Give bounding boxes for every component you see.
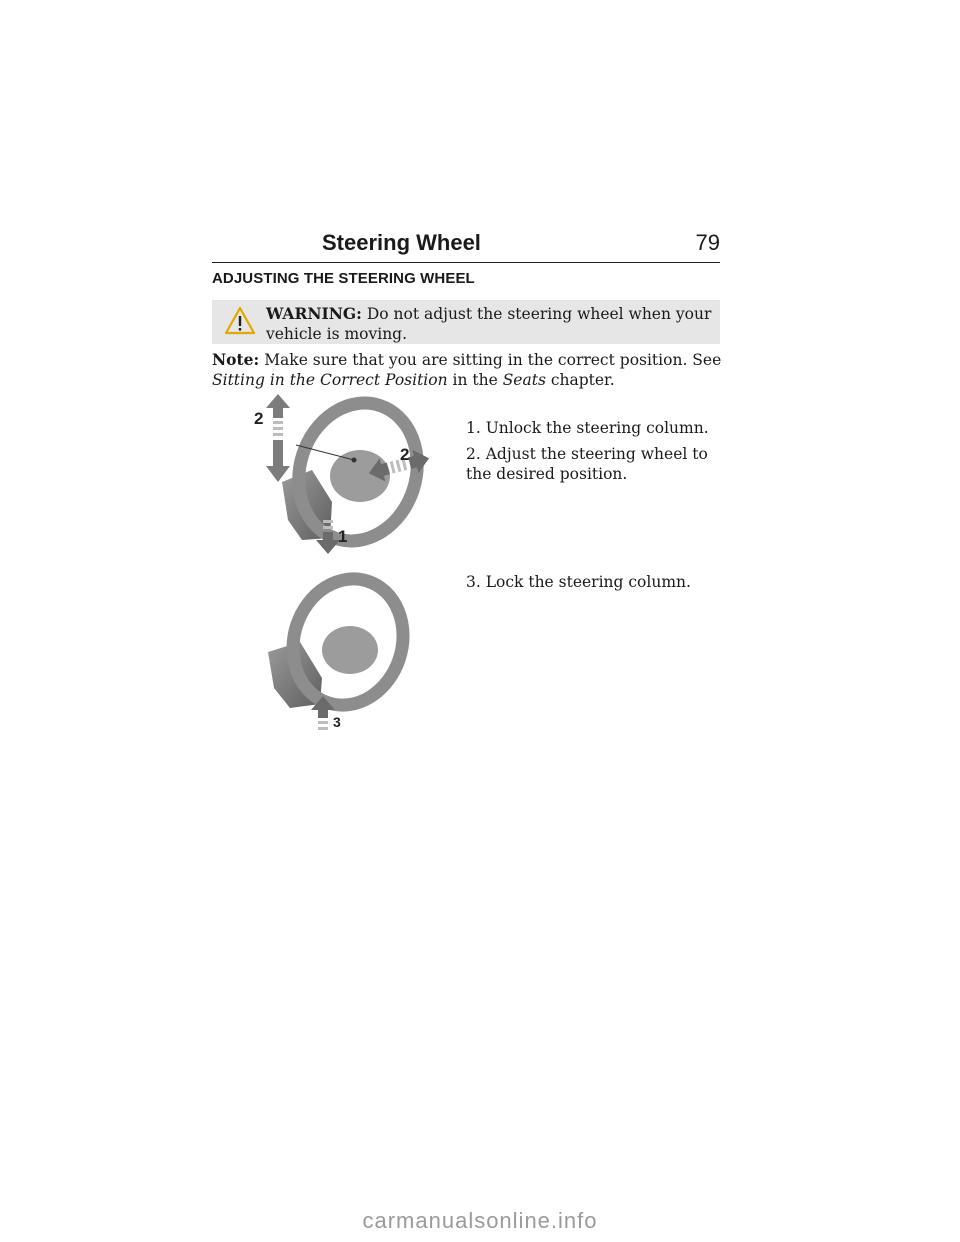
watermark-text: carmanualsonline.info [362, 1208, 598, 1233]
steering-wheel-hub [322, 626, 378, 674]
warning-triangle-icon [224, 306, 256, 336]
page-header [212, 228, 720, 263]
warning-text [266, 304, 714, 344]
page-number: 79 [695, 230, 720, 255]
note-text-before: Make sure that you are sitting in the correct position. See [264, 351, 722, 369]
step-3-text: 3. Lock the steering column. [466, 573, 691, 591]
callout-1-label: 1 [338, 527, 348, 546]
warning-label: WARNING: [266, 304, 362, 323]
section-title: ADJUSTING THE STEERING WHEEL [212, 270, 475, 287]
note-text-after: chapter. [545, 371, 615, 389]
note-chapter-reference[interactable]: Seats [502, 371, 546, 389]
callout-2-reach-label: 2 [400, 445, 410, 464]
note-text-middle: in the [447, 371, 503, 389]
step-2-text: 2. Adjust the steering wheel to the desired position. [466, 445, 708, 483]
callout-dot [352, 458, 357, 463]
steering-unlock-figure [250, 390, 450, 560]
chapter-title: Steering Wheel [322, 230, 481, 255]
note-reference-link[interactable]: Sitting in the Correct Position [212, 371, 448, 389]
warning-body: Do not adjust the steering wheel when your vehicle is moving. [266, 305, 712, 343]
step-1-text: 1. Unlock the steering column. [466, 419, 709, 437]
warning-box [212, 300, 720, 344]
callout-3-label: 3 [333, 714, 341, 730]
note-label: Note: [212, 350, 260, 369]
steering-lock-figure [250, 570, 420, 740]
vertical-adjust-arrow [266, 394, 290, 482]
note-paragraph [212, 350, 722, 390]
callout-2-vertical-label: 2 [254, 409, 264, 428]
